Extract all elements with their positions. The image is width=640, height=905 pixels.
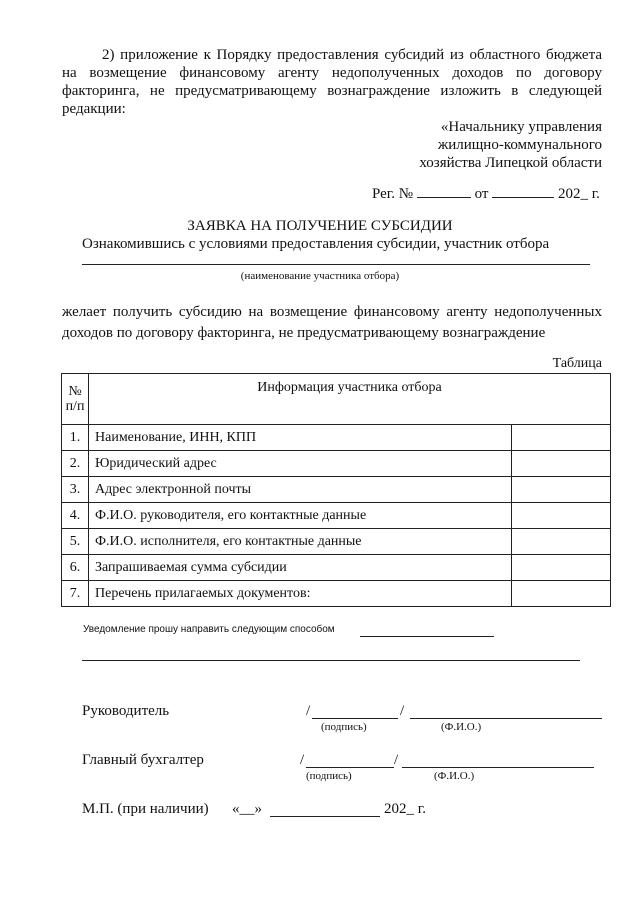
info-table bbox=[61, 373, 611, 607]
head-name-field[interactable] bbox=[410, 718, 602, 719]
intro-line: редакции: bbox=[62, 101, 126, 117]
accountant-name-field[interactable] bbox=[402, 767, 594, 768]
stamp-label: М.П. (при наличии) bbox=[82, 801, 209, 817]
row-number: 3. bbox=[62, 477, 89, 503]
head-signature-hint: (подпись) bbox=[321, 721, 367, 733]
stamp-day: «__» bbox=[232, 801, 262, 817]
stamp-year: 202_ г. bbox=[384, 801, 426, 817]
row-number: 6. bbox=[62, 555, 89, 581]
accountant-signature-field[interactable] bbox=[306, 767, 394, 768]
addressee-line: «Начальнику управления bbox=[440, 119, 602, 135]
notice-continuation-field[interactable] bbox=[82, 660, 580, 661]
row-label: Адрес электронной почты bbox=[89, 477, 512, 503]
row-label: Наименование, ИНН, КПП bbox=[89, 425, 512, 451]
header-info: Информация участника отбора bbox=[89, 374, 611, 425]
row-label: Перечень прилагаемых документов: bbox=[89, 581, 512, 607]
accountant-role-label: Главный бухгалтер bbox=[82, 752, 204, 768]
addressee-line: жилищно-коммунального bbox=[437, 137, 602, 153]
row-value-cell[interactable] bbox=[512, 529, 611, 555]
intro-line: факторинга, не предусматривающему вознаграждение изложить в следующей bbox=[62, 83, 602, 99]
intro-line: 2) приложение к Порядку предоставления субсидий из областного бюджета bbox=[102, 47, 602, 63]
registration-line bbox=[372, 184, 600, 203]
intro-line: на возмещение финансовому агенту недополученных доходов по договору bbox=[62, 65, 602, 81]
table-row bbox=[62, 477, 611, 503]
notice-method-field[interactable] bbox=[360, 636, 494, 637]
addressee-block bbox=[419, 118, 602, 172]
table-row bbox=[62, 581, 611, 607]
reg-date-field[interactable] bbox=[492, 184, 554, 198]
row-value-cell[interactable] bbox=[512, 477, 611, 503]
accountant-name-hint: (Ф.И.О.) bbox=[434, 770, 475, 782]
head-signature-field[interactable] bbox=[312, 718, 398, 719]
table-header-row bbox=[62, 374, 611, 425]
body-line: желает получить субсидию на возмещение финансовому агенту недополученных bbox=[62, 304, 602, 320]
head-name-hint: (Ф.И.О.) bbox=[441, 721, 482, 733]
table-row bbox=[62, 555, 611, 581]
page-title: ЗАЯВКА НА ПОЛУЧЕНИЕ СУБСИДИИ bbox=[187, 218, 453, 234]
reg-year: 202_ г. bbox=[557, 186, 600, 202]
table-row bbox=[62, 451, 611, 477]
table-row bbox=[62, 529, 611, 555]
intro-paragraph bbox=[62, 46, 602, 118]
notice-label: Уведомление прошу направить следующим способом bbox=[83, 624, 335, 635]
body-line: доходов по договору факторинга, не предусматривающему вознаграждение bbox=[62, 325, 546, 341]
row-value-cell[interactable] bbox=[512, 503, 611, 529]
row-number: 1. bbox=[62, 425, 89, 451]
reg-from-label: от bbox=[474, 186, 489, 202]
header-number: № п/п bbox=[62, 374, 89, 425]
row-value-cell[interactable] bbox=[512, 451, 611, 477]
accountant-signature-hint: (подпись) bbox=[306, 770, 352, 782]
reg-number-label: Рег. № bbox=[372, 186, 414, 202]
slash-glyph: / bbox=[306, 703, 311, 719]
row-value-cell[interactable] bbox=[512, 581, 611, 607]
participant-name-hint: (наименование участника отбора) bbox=[240, 270, 400, 282]
row-number: 2. bbox=[62, 451, 89, 477]
reg-number-field[interactable] bbox=[417, 184, 471, 198]
row-value-cell[interactable] bbox=[512, 425, 611, 451]
body-text bbox=[62, 302, 602, 344]
slash-glyph: / bbox=[400, 703, 405, 719]
row-number: 7. bbox=[62, 581, 89, 607]
head-role-label: Руководитель bbox=[82, 703, 170, 719]
row-label: Юридический адрес bbox=[89, 451, 512, 477]
slash-glyph: / bbox=[300, 752, 305, 768]
row-label: Запрашиваемая сумма субсидии bbox=[89, 555, 512, 581]
row-label: Ф.И.О. исполнителя, его контактные данные bbox=[89, 529, 512, 555]
lead-line: Ознакомившись с условиями предоставления субсидии, участник отбора bbox=[82, 236, 550, 252]
table-row bbox=[62, 503, 611, 529]
row-label: Ф.И.О. руководителя, его контактные данные bbox=[89, 503, 512, 529]
participant-name-field[interactable] bbox=[82, 264, 590, 265]
table-row bbox=[62, 425, 611, 451]
table-caption: Таблица bbox=[552, 356, 602, 371]
row-value-cell[interactable] bbox=[512, 555, 611, 581]
addressee-line: хозяйства Липецкой области bbox=[419, 155, 602, 171]
stamp-date-field[interactable] bbox=[270, 816, 380, 817]
row-number: 5. bbox=[62, 529, 89, 555]
row-number: 4. bbox=[62, 503, 89, 529]
slash-glyph: / bbox=[394, 752, 399, 768]
